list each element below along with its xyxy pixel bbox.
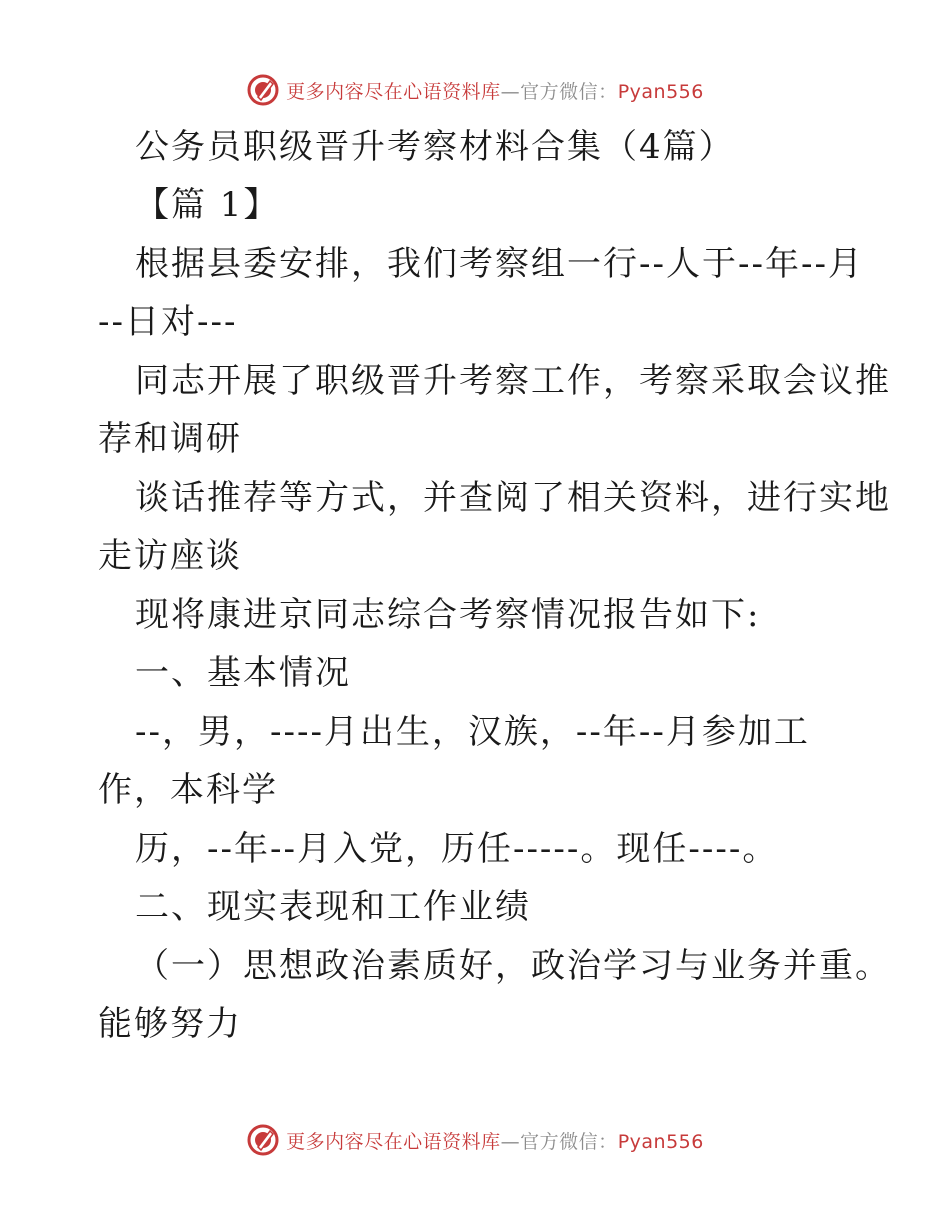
watermark-official-label: 官方微信： — [520, 1130, 618, 1153]
paragraph-line: 能够努力 — [98, 1004, 242, 1044]
pen-seal-icon — [246, 73, 280, 107]
paragraph-line: 根据县委安排，我们考察组一行--人于--年--月 — [135, 244, 864, 284]
paragraph-line: 现将康进京同志综合考察情况报告如下: — [135, 595, 761, 635]
watermark-brand: 更多内容尽在心语资料库 — [286, 80, 501, 103]
watermark-text — [286, 77, 704, 104]
watermark-dash: — — [500, 1130, 521, 1153]
footer-watermark — [0, 1120, 950, 1160]
watermark-brand: 更多内容尽在心语资料库 — [286, 1130, 501, 1153]
section-heading: 【篇 1】 — [135, 185, 280, 225]
paragraph-line: （一）思想政治素质好，政治学习与业务并重。 — [135, 946, 891, 986]
paragraph-line: 荐和调研 — [98, 419, 242, 459]
watermark-text — [286, 1127, 704, 1154]
paragraph-line: 同志开展了职级晋升考察工作，考察采取会议推 — [135, 361, 891, 401]
paragraph-line: 走访座谈 — [98, 536, 242, 576]
pen-seal-icon — [246, 1123, 280, 1157]
paragraph-line: 谈话推荐等方式，并查阅了相关资料，进行实地 — [135, 478, 891, 518]
paragraph-line: --日对--- — [98, 302, 238, 342]
watermark-wechat-id: Pyan556 — [617, 1130, 704, 1153]
paragraph-line: 历，--年--月入党，历任-----。现任----。 — [135, 829, 779, 869]
header-watermark — [0, 70, 950, 110]
watermark-wechat-id: Pyan556 — [617, 80, 704, 103]
document-title: 公务员职级晋升考察材料合集（4篇） — [135, 127, 735, 167]
subheading-basic-info: 一、基本情况 — [135, 653, 351, 693]
paragraph-line: 作，本科学 — [98, 770, 278, 810]
watermark-official-label: 官方微信： — [520, 80, 618, 103]
subheading-performance: 二、现实表现和工作业绩 — [135, 887, 531, 927]
watermark-dash: — — [500, 80, 521, 103]
paragraph-line: --，男，----月出生，汉族，--年--月参加工 — [135, 712, 810, 752]
